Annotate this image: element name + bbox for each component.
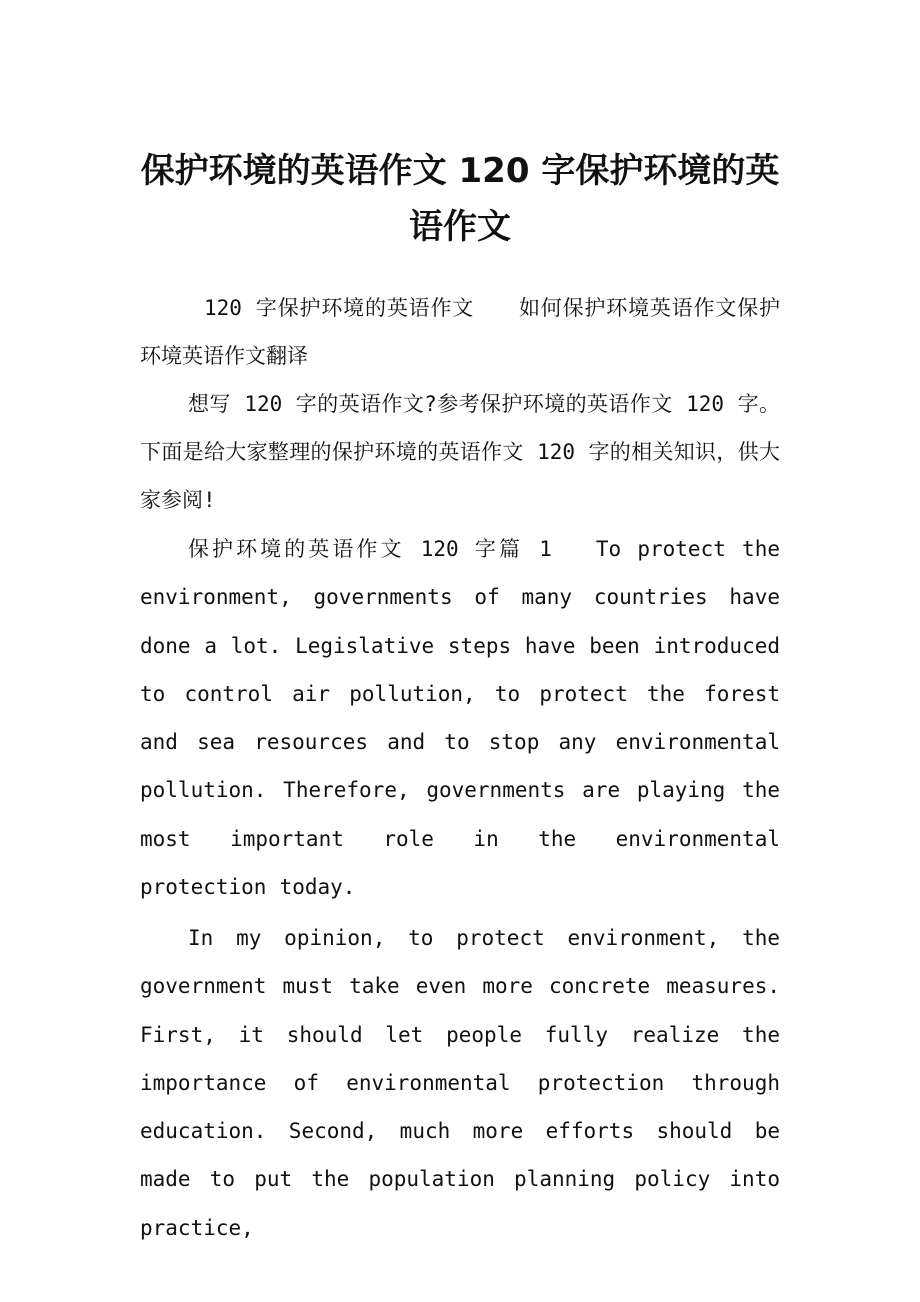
essay-2-paragraph: In my opinion, to protect environment, the government must take even more concrete measures. First, it should let people fully realize the importance of environmental protection through education. Second, much more efforts should be made to put the population planning policy into practice, (140, 926, 780, 1240)
subtitle-paragraph (140, 284, 780, 380)
essay-1-heading: 保护环境的英语作文 120 字篇 1 (188, 537, 552, 561)
subtitle-part-2: 如何保护环境英语作文保护环境英语作文翻译 (140, 296, 780, 368)
intro-paragraph: 想写 120 字的英语作文?参考保护环境的英语作文 120 字。下面是给大家整理的保护环境的英语作文 120 字的相关知识，供大家参阅! (140, 392, 780, 512)
document-title: 保护环境的英语作文 120 字保护环境的英语作文 (140, 151, 780, 247)
subtitle-part-1: 120 字保护环境的英语作文 (204, 296, 475, 320)
essay-1-paragraph (140, 525, 780, 911)
essay-1-text: To protect the environment, governments of many countries have done a lot. Legislative steps have been introduced to control air pollution, to protect the forest and sea resources and to stop any environmental pollution. Therefore, governments are playing the most important role in the environmental protection today. (140, 537, 780, 900)
